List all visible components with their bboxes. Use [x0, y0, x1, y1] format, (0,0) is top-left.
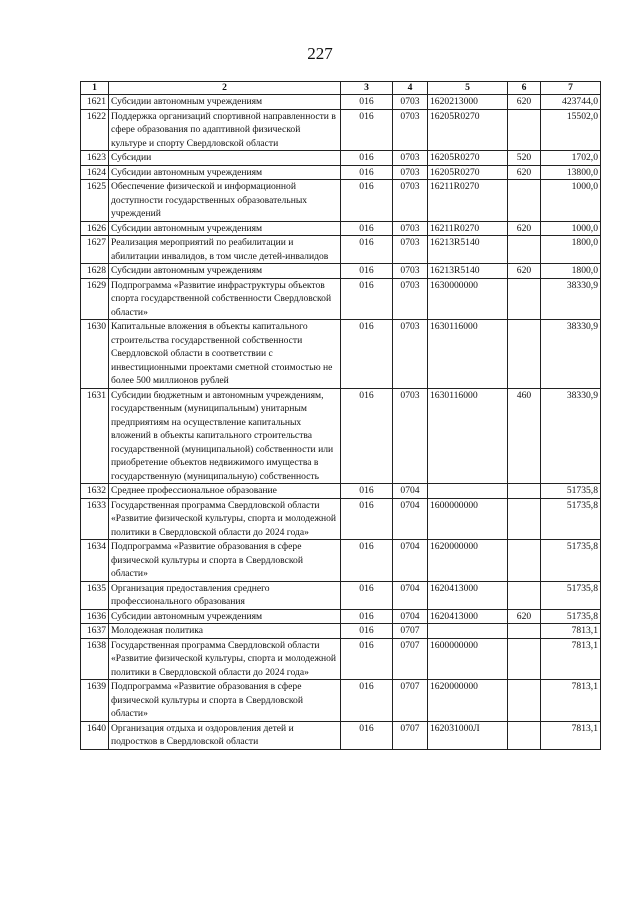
row-amount: 1702,0 — [541, 151, 601, 166]
header-cell: 3 — [341, 82, 393, 95]
row-target-code — [428, 624, 508, 639]
row-gov-code: 016 — [341, 680, 393, 722]
row-section-code: 0703 — [393, 95, 428, 110]
row-expense-type: 520 — [508, 151, 541, 166]
row-expense-type — [508, 109, 541, 151]
row-gov-code: 016 — [341, 498, 393, 540]
table-row — [81, 721, 601, 749]
table-row — [81, 484, 601, 499]
row-amount: 51735,8 — [541, 498, 601, 540]
row-target-code: 16205R0270 — [428, 109, 508, 151]
row-expense-type: 620 — [508, 165, 541, 180]
row-amount: 51735,8 — [541, 609, 601, 624]
row-number: 1629 — [81, 278, 109, 320]
row-expense-type — [508, 236, 541, 264]
row-section-code: 0704 — [393, 609, 428, 624]
table-row — [81, 609, 601, 624]
row-section-code: 0703 — [393, 221, 428, 236]
row-expense-type — [508, 180, 541, 222]
row-name: Субсидии автономным учреждениям — [109, 264, 341, 279]
table-row — [81, 264, 601, 279]
row-target-code: 1600000000 — [428, 638, 508, 680]
row-expense-type — [508, 278, 541, 320]
row-target-code: 16205R0270 — [428, 151, 508, 166]
header-cell: 5 — [428, 82, 508, 95]
row-name: Организация отдыха и оздоровления детей и подростков в Свердловской области — [109, 721, 341, 749]
row-target-code: 1620000000 — [428, 680, 508, 722]
table-row — [81, 109, 601, 151]
row-section-code: 0707 — [393, 638, 428, 680]
row-name: Реализация мероприятий по реабилитации и абилитации инвалидов, в том числе детей-инвалидов — [109, 236, 341, 264]
row-expense-type — [508, 540, 541, 582]
row-section-code: 0703 — [393, 165, 428, 180]
row-amount: 51735,8 — [541, 581, 601, 609]
table-row — [81, 236, 601, 264]
row-number: 1623 — [81, 151, 109, 166]
budget-table — [80, 81, 601, 750]
row-number: 1631 — [81, 388, 109, 484]
row-amount: 51735,8 — [541, 484, 601, 499]
row-name: Поддержка организаций спортивной направленности в сфере образования по адаптивной физической культуре и спорту Свердловской области — [109, 109, 341, 151]
row-expense-type — [508, 624, 541, 639]
row-number: 1635 — [81, 581, 109, 609]
row-name: Молодежная политика — [109, 624, 341, 639]
row-number: 1621 — [81, 95, 109, 110]
row-gov-code: 016 — [341, 638, 393, 680]
row-target-code: 1630116000 — [428, 388, 508, 484]
row-number: 1637 — [81, 624, 109, 639]
header-cell: 7 — [541, 82, 601, 95]
row-name: Среднее профессиональное образование — [109, 484, 341, 499]
row-target-code: 16213R5140 — [428, 236, 508, 264]
row-gov-code: 016 — [341, 609, 393, 624]
row-number: 1639 — [81, 680, 109, 722]
table-row — [81, 388, 601, 484]
row-amount: 423744,0 — [541, 95, 601, 110]
row-amount: 1000,0 — [541, 221, 601, 236]
row-number: 1624 — [81, 165, 109, 180]
row-name: Подпрограмма «Развитие инфраструктуры объектов спорта государственной собственности Свердловской области» — [109, 278, 341, 320]
row-section-code: 0703 — [393, 180, 428, 222]
row-section-code: 0703 — [393, 388, 428, 484]
row-gov-code: 016 — [341, 264, 393, 279]
row-number: 1622 — [81, 109, 109, 151]
row-target-code: 1620413000 — [428, 581, 508, 609]
row-number: 1634 — [81, 540, 109, 582]
header-cell: 6 — [508, 82, 541, 95]
table-row — [81, 320, 601, 389]
row-gov-code: 016 — [341, 95, 393, 110]
row-expense-type: 620 — [508, 221, 541, 236]
row-expense-type — [508, 581, 541, 609]
row-gov-code: 016 — [341, 624, 393, 639]
row-target-code: 16211R0270 — [428, 221, 508, 236]
header-cell: 1 — [81, 82, 109, 95]
header-cell: 4 — [393, 82, 428, 95]
row-amount: 1800,0 — [541, 236, 601, 264]
table-row — [81, 638, 601, 680]
row-gov-code: 016 — [341, 109, 393, 151]
row-amount: 1800,0 — [541, 264, 601, 279]
row-gov-code: 016 — [341, 221, 393, 236]
row-gov-code: 016 — [341, 180, 393, 222]
row-number: 1640 — [81, 721, 109, 749]
row-expense-type: 460 — [508, 388, 541, 484]
row-expense-type: 620 — [508, 95, 541, 110]
table-row — [81, 498, 601, 540]
row-section-code: 0703 — [393, 109, 428, 151]
row-section-code: 0704 — [393, 484, 428, 499]
row-number: 1638 — [81, 638, 109, 680]
row-gov-code: 016 — [341, 320, 393, 389]
row-name: Организация предоставления среднего профессионального образования — [109, 581, 341, 609]
row-gov-code: 016 — [341, 278, 393, 320]
table-row — [81, 165, 601, 180]
row-target-code: 1620213000 — [428, 95, 508, 110]
row-target-code: 162031000Л — [428, 721, 508, 749]
row-name: Субсидии автономным учреждениям — [109, 221, 341, 236]
row-target-code: 1620413000 — [428, 609, 508, 624]
row-number: 1627 — [81, 236, 109, 264]
row-amount: 38330,9 — [541, 320, 601, 389]
row-target-code: 1620000000 — [428, 540, 508, 582]
row-number: 1626 — [81, 221, 109, 236]
row-amount: 7813,1 — [541, 680, 601, 722]
table-row — [81, 151, 601, 166]
table-row — [81, 278, 601, 320]
row-target-code: 16213R5140 — [428, 264, 508, 279]
row-gov-code: 016 — [341, 388, 393, 484]
row-number: 1632 — [81, 484, 109, 499]
row-amount: 15502,0 — [541, 109, 601, 151]
table-row — [81, 221, 601, 236]
row-amount: 13800,0 — [541, 165, 601, 180]
row-section-code: 0703 — [393, 320, 428, 389]
table-row — [81, 95, 601, 110]
row-gov-code: 016 — [341, 540, 393, 582]
table-row — [81, 680, 601, 722]
row-section-code: 0703 — [393, 264, 428, 279]
row-expense-type — [508, 680, 541, 722]
row-target-code — [428, 484, 508, 499]
row-section-code: 0704 — [393, 581, 428, 609]
row-target-code: 1630116000 — [428, 320, 508, 389]
table-row — [81, 581, 601, 609]
row-amount: 7813,1 — [541, 624, 601, 639]
row-target-code: 1630000000 — [428, 278, 508, 320]
row-amount: 7813,1 — [541, 638, 601, 680]
row-name: Подпрограмма «Развитие образования в сфере физической культуры и спорта в Свердловской области» — [109, 680, 341, 722]
page-number: 227 — [307, 44, 333, 63]
row-expense-type — [508, 498, 541, 540]
row-gov-code: 016 — [341, 236, 393, 264]
row-expense-type — [508, 638, 541, 680]
row-target-code: 16205R0270 — [428, 165, 508, 180]
row-section-code: 0707 — [393, 624, 428, 639]
table-row — [81, 624, 601, 639]
row-number: 1630 — [81, 320, 109, 389]
row-expense-type: 620 — [508, 264, 541, 279]
row-gov-code: 016 — [341, 484, 393, 499]
row-expense-type — [508, 484, 541, 499]
row-name: Подпрограмма «Развитие образования в сфере физической культуры и спорта в Свердловской области» — [109, 540, 341, 582]
row-section-code: 0704 — [393, 540, 428, 582]
row-expense-type — [508, 320, 541, 389]
row-name: Государственная программа Свердловской области «Развитие физической культуры, спорта и молодежной политики в Свердловской области до 2024 года» — [109, 498, 341, 540]
row-name: Капитальные вложения в объекты капитального строительства государственной собственности Свердловской области в соответствии с инвестиционными проектами сметной стоимостью не более 500 миллионов рублей — [109, 320, 341, 389]
row-amount: 51735,8 — [541, 540, 601, 582]
row-amount: 1000,0 — [541, 180, 601, 222]
row-number: 1636 — [81, 609, 109, 624]
row-name: Субсидии бюджетным и автономным учреждениям, государственным (муниципальным) унитарным предприятиям на осуществление капитальных вложений в объекты капитального строительства государственной (муниципальной) собственности или приобретение объектов недвижимого имущества в государственную (муниципальную) собственность — [109, 388, 341, 484]
row-section-code: 0704 — [393, 498, 428, 540]
row-expense-type — [508, 721, 541, 749]
row-amount: 7813,1 — [541, 721, 601, 749]
row-name: Государственная программа Свердловской области «Развитие физической культуры, спорта и молодежной политики в Свердловской области до 2024 года» — [109, 638, 341, 680]
row-section-code: 0703 — [393, 236, 428, 264]
row-name: Субсидии автономным учреждениям — [109, 95, 341, 110]
table-row — [81, 180, 601, 222]
row-number: 1625 — [81, 180, 109, 222]
row-target-code: 16211R0270 — [428, 180, 508, 222]
row-number: 1628 — [81, 264, 109, 279]
row-section-code: 0703 — [393, 151, 428, 166]
row-gov-code: 016 — [341, 165, 393, 180]
row-section-code: 0707 — [393, 721, 428, 749]
header-cell: 2 — [109, 82, 341, 95]
header-row — [81, 82, 601, 95]
row-name: Субсидии автономным учреждениям — [109, 165, 341, 180]
row-name: Субсидии — [109, 151, 341, 166]
table-row — [81, 540, 601, 582]
row-name: Субсидии автономным учреждениям — [109, 609, 341, 624]
row-section-code: 0703 — [393, 278, 428, 320]
row-expense-type: 620 — [508, 609, 541, 624]
row-gov-code: 016 — [341, 581, 393, 609]
row-amount: 38330,9 — [541, 278, 601, 320]
row-name: Обеспечение физической и информационной доступности государственных образовательных учреждений — [109, 180, 341, 222]
row-amount: 38330,9 — [541, 388, 601, 484]
row-section-code: 0707 — [393, 680, 428, 722]
row-gov-code: 016 — [341, 151, 393, 166]
row-target-code: 1600000000 — [428, 498, 508, 540]
row-gov-code: 016 — [341, 721, 393, 749]
row-number: 1633 — [81, 498, 109, 540]
